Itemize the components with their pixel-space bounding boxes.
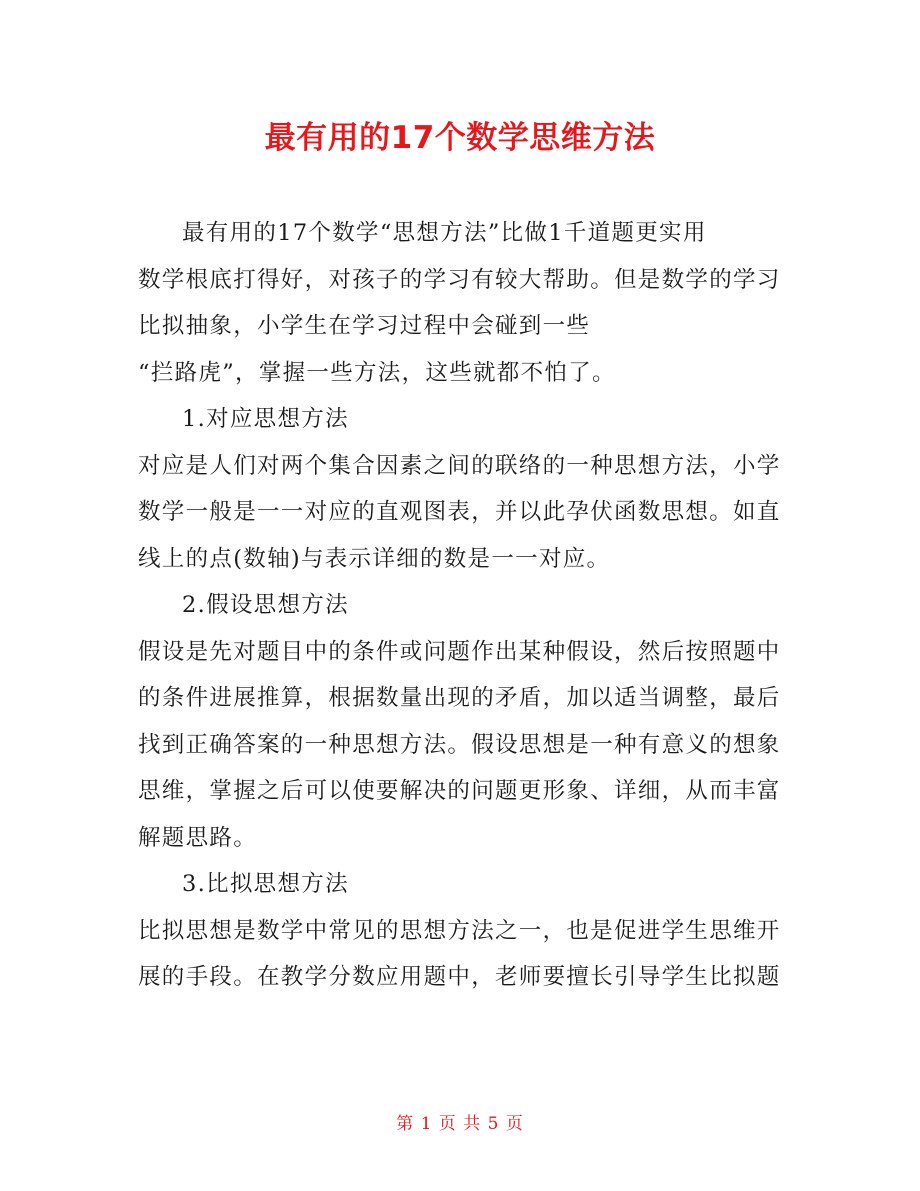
paragraph-line: 对应是人们对两个集合因素之间的联络的一种思想方法，小学 [138,452,781,479]
paragraph-line: 线上的点(数轴)与表示详细的数是一一对应。 [138,545,611,572]
document-body [138,210,786,1001]
paragraph-line: 比拟思想是数学中常见的思想方法之一，也是促进学生思维开 [138,917,781,944]
paragraph-line: 解题思路。 [138,824,258,851]
paragraph-line: 假设是先对题目中的条件或问题作出某种假设，然后按照题中 [138,638,781,665]
paragraph-line: 的条件进展推算，根据数量出现的矛盾，加以适当调整，最后 [138,685,781,711]
paragraph-line: 思维，掌握之后可以使要解决的问题更形象、详细，从而丰富 [138,778,781,804]
paragraph-line: 展的手段。在教学分数应用题中，老师要擅长引导学生比拟题 [138,964,781,990]
section-heading: 2.假设思想方法 [182,592,349,618]
paragraph-line: “拦路虎”，掌握一些方法，这些就都不怕了。 [138,359,616,386]
page-number: 第 1 页 共 5 页 [396,1114,524,1134]
paragraph-line: 比拟抽象，小学生在学习过程中会碰到一些 [138,313,591,339]
paragraph-line: 数学一般是一一对应的直观图表，并以此孕伏函数思想。如直 [138,499,781,525]
section-heading: 3.比拟思想方法 [182,871,349,897]
document-title: 最有用的17个数学思维方法 [264,120,656,156]
section-heading: 1.对应思想方法 [182,406,349,432]
paragraph-line: 找到正确答案的一种思想方法。假设思想是一种有意义的想象 [138,731,781,758]
paragraph-line: 数学根底打得好，对孩子的学习有较大帮助。但是数学的学习 [138,266,781,293]
intro-line: 最有用的17个数学“思想方法”比做1千道题更实用 [182,220,707,246]
